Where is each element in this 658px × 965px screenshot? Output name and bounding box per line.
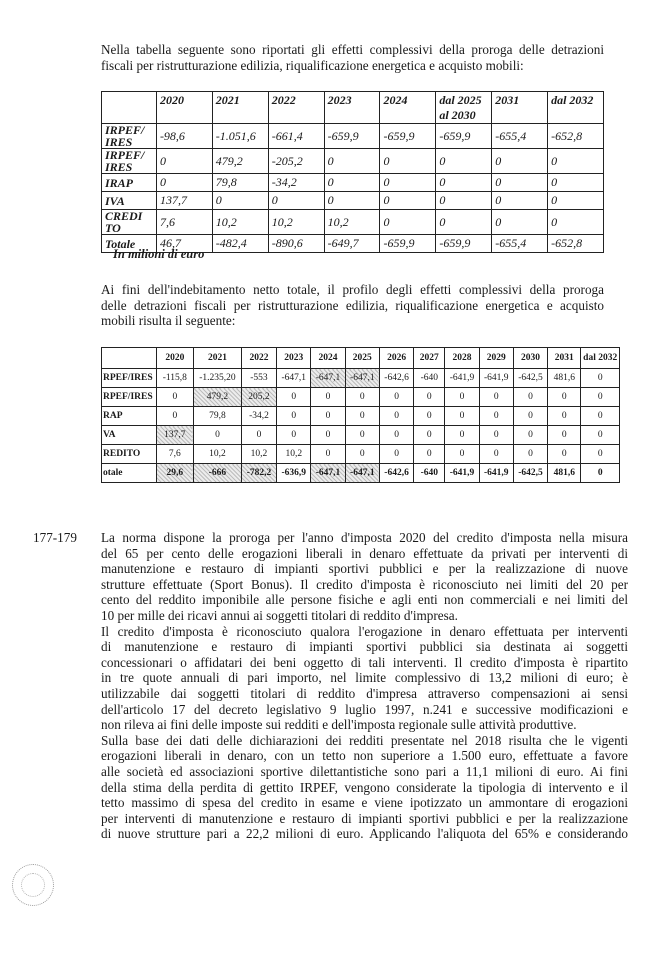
table-row [102, 369, 620, 388]
table-cell: -661,4 [268, 124, 324, 149]
table-cell: 0 [479, 388, 513, 407]
table-cell: -647,1 [345, 369, 379, 388]
table-cell: 7,6 [156, 445, 193, 464]
header-cell: 2030 [513, 348, 547, 369]
table-cell: 0 [445, 445, 479, 464]
row-label: otale [102, 464, 157, 483]
table-cell: 0 [380, 174, 436, 192]
table-cell: 0 [548, 407, 581, 426]
table-cell: 0 [324, 192, 380, 210]
table-cell: 0 [379, 426, 413, 445]
table-cell: 0 [311, 407, 345, 426]
table-cell: 0 [581, 388, 620, 407]
table-cell: 0 [548, 210, 604, 235]
header-cell: dal 2025 al 2030 [436, 92, 492, 124]
table-cell: 0 [513, 445, 547, 464]
text-line: fiscali per ristrutturazione edilizia, riqualificazione energetica e acquisto mobili: [101, 57, 524, 73]
table-cell: 0 [548, 149, 604, 174]
table-cell: 0 [345, 407, 379, 426]
table-cell: -890,6 [268, 235, 324, 253]
table-cell: 79,8 [194, 407, 242, 426]
row-label: VA [102, 426, 157, 445]
table-cell: 0 [445, 388, 479, 407]
text-line: Sulla base dei dati delle dichiarazioni dei redditi presentate nel 2018 risulta che le vigenti [101, 732, 628, 748]
table-cell: -636,9 [277, 464, 311, 483]
table-cell: 0 [379, 388, 413, 407]
text-line: Nella tabella seguente sono riportati gli effetti complessivi della proroga delle detrazioni [101, 42, 604, 57]
header-cell: 2021 [212, 92, 268, 124]
table-cell: 0 [581, 445, 620, 464]
table-cell: 46,7 [156, 235, 212, 253]
row-label: IVA [102, 192, 157, 210]
effects-table [101, 91, 604, 253]
table-cell: -115,8 [156, 369, 193, 388]
header-cell: 2023 [324, 92, 380, 124]
table-cell: 0 [156, 388, 193, 407]
table-cell: -659,9 [380, 235, 436, 253]
table-cell: 0 [414, 445, 445, 464]
table-cell: -649,7 [324, 235, 380, 253]
text-line: in tre quote annuali di pari importo, nel limite complessivo di 13,2 milioni di euro; è [101, 670, 628, 686]
table-cell: -98,6 [156, 124, 212, 149]
header-cell: dal 2032 [581, 348, 620, 369]
header-cell: 2022 [241, 348, 276, 369]
table-cell: 0 [380, 210, 436, 235]
text-line: strutture effettuate (Sport Bonus). Il credito d'imposta è riconosciuto nei limiti del 20 per [101, 576, 628, 592]
text-line: manutenzione e restauro di impianti sportivi pubblici e per la realizzazione di nuove [101, 561, 628, 577]
table-cell: 0 [513, 407, 547, 426]
table-cell: 0 [345, 426, 379, 445]
table-cell: -647,1 [277, 369, 311, 388]
table-cell: -34,2 [241, 407, 276, 426]
table-cell: 205,2 [241, 388, 276, 407]
table-cell: -655,4 [492, 124, 548, 149]
table-cell: 0 [277, 426, 311, 445]
table-cell: 0 [581, 464, 620, 483]
text-line: 10 per mille dei ricavi annui ai soggetti titolari di reddito d'impresa. [101, 607, 458, 623]
table-cell: 0 [581, 407, 620, 426]
table-cell: 0 [345, 445, 379, 464]
table-header-row [102, 348, 620, 369]
header-cell [102, 92, 157, 124]
table-cell: -642,5 [513, 369, 547, 388]
table-cell: 137,7 [156, 426, 193, 445]
text-line: delle detrazioni fiscali per ristrutturazione edilizia, riqualificazione energetica e acquisto [101, 297, 604, 313]
table-cell: -641,9 [445, 369, 479, 388]
table-cell: 481,6 [548, 464, 581, 483]
table-cell: -659,9 [436, 124, 492, 149]
table-cell: 0 [548, 426, 581, 445]
table-cell: -34,2 [268, 174, 324, 192]
intro-paragraph-2 [101, 282, 604, 329]
text-line: di nuove strutture pari a 22,2 milioni di euro. Applicando l'aliquota del 65% e considerando [101, 826, 628, 842]
table-cell: 0 [277, 388, 311, 407]
table-cell: 0 [311, 388, 345, 407]
table-cell: 0 [436, 174, 492, 192]
text-line: non rileva ai fini delle imposte sui redditi e dell'imposta regionale sulle attività produttive. [101, 717, 577, 733]
table-cell: 0 [436, 192, 492, 210]
header-cell: 2023 [277, 348, 311, 369]
table-cell: 0 [492, 174, 548, 192]
table-cell: 0 [414, 407, 445, 426]
table-cell: 10,2 [277, 445, 311, 464]
table-cell: -205,2 [268, 149, 324, 174]
header-cell: 2028 [445, 348, 479, 369]
text-line: tetto massimo di spesa del credito in esame e viene ipotizzato un ammontare di erogazioni [101, 795, 628, 811]
table-cell: -659,9 [324, 124, 380, 149]
net-borrowing-table [101, 347, 620, 483]
text-line: cento del reddito imponibile alle persone fisiche e agli enti non commerciali e nei limiti del [101, 592, 628, 608]
header-cell [102, 348, 157, 369]
table-cell: 0 [581, 369, 620, 388]
table-cell: 0 [277, 407, 311, 426]
table-cell: 0 [548, 192, 604, 210]
table-cell: 0 [379, 407, 413, 426]
text-line: del 65 per cento delle erogazioni liberali in denaro effettuate da privati per interventi di [101, 545, 628, 561]
row-label: IRPEF/ IRES [102, 124, 157, 149]
header-cell: 2020 [156, 348, 193, 369]
header-cell: 2026 [379, 348, 413, 369]
table-cell: 0 [414, 426, 445, 445]
body-text [101, 530, 628, 842]
header-cell: 2031 [548, 348, 581, 369]
table-cell: -482,4 [212, 235, 268, 253]
text-line: Il credito d'imposta è riconosciuto qualora l'erogazione in denaro effettuata per interventi [101, 623, 628, 639]
text-line: della stima della perdita di gettito IRPEF, vengono considerate la tipologia di intervento e il [101, 779, 628, 795]
header-cell: 2020 [156, 92, 212, 124]
table-cell: 0 [581, 426, 620, 445]
header-cell: 2022 [268, 92, 324, 124]
table-cell: 29,6 [156, 464, 193, 483]
table-cell: 0 [436, 210, 492, 235]
table-cell: 0 [311, 445, 345, 464]
table-cell: -642,6 [379, 369, 413, 388]
table-cell: 0 [548, 388, 581, 407]
table-cell: 10,2 [194, 445, 242, 464]
text-line: Ai fini dell'indebitamento netto totale, il profilo degli effetti complessivi della proroga [101, 282, 604, 297]
table-row [102, 210, 604, 235]
header-cell: 2024 [380, 92, 436, 124]
table-cell: -647,1 [311, 369, 345, 388]
table-cell: 0 [548, 174, 604, 192]
table-cell: -1.051,6 [212, 124, 268, 149]
table-cell: 0 [548, 445, 581, 464]
table-row [102, 445, 620, 464]
table-cell: 10,2 [324, 210, 380, 235]
table-row [102, 388, 620, 407]
table-cell: 10,2 [241, 445, 276, 464]
table-row [102, 426, 620, 445]
table-cell: -642,6 [379, 464, 413, 483]
table-cell: -640 [414, 464, 445, 483]
table-row [102, 192, 604, 210]
header-cell: 2027 [414, 348, 445, 369]
table-cell: 0 [436, 149, 492, 174]
text-line: utilizzabile dai soggetti titolari di reddito d'impresa attraverso compensazioni ai sensi [101, 685, 628, 701]
table-row [102, 124, 604, 149]
table-cell: -641,9 [479, 464, 513, 483]
header-cell: 2025 [345, 348, 379, 369]
table-row [102, 407, 620, 426]
table-header-row [102, 92, 604, 124]
table-cell: 479,2 [194, 388, 242, 407]
seal-stamp-icon [12, 864, 54, 906]
table-cell: 0 [156, 149, 212, 174]
table-cell: 0 [268, 192, 324, 210]
table-cell: -655,4 [492, 235, 548, 253]
table-row [102, 174, 604, 192]
text-line: per interventi di manutenzione e restauro di impianti sportivi pubblici e per la realizzazione [101, 810, 628, 826]
table-cell: -652,8 [548, 235, 604, 253]
table-cell: -652,8 [548, 124, 604, 149]
row-label: Totale [102, 235, 157, 253]
table-cell: -641,9 [445, 464, 479, 483]
text-line: erogazioni liberali in denaro, con un tetto non superiore a 1.500 euro, effettuate a favore [101, 748, 628, 764]
row-label: REDITO [102, 445, 157, 464]
units-caption: In milioni di euro [113, 247, 205, 261]
table-cell: 0 [479, 445, 513, 464]
table-cell: 481,6 [548, 369, 581, 388]
table-cell: 479,2 [212, 149, 268, 174]
table-cell: -1.235,20 [194, 369, 242, 388]
table-cell: 0 [380, 192, 436, 210]
table-cell: 0 [445, 407, 479, 426]
row-label: IRPEF/ IRES [102, 149, 157, 174]
table-cell: 0 [445, 426, 479, 445]
table-cell: -666 [194, 464, 242, 483]
intro-paragraph-1 [101, 42, 604, 73]
row-label: CREDI TO [102, 210, 157, 235]
table-cell: -642,5 [513, 464, 547, 483]
table-cell: 0 [380, 149, 436, 174]
table-cell: 10,2 [212, 210, 268, 235]
table-cell: -641,9 [479, 369, 513, 388]
table-cell: 0 [479, 426, 513, 445]
text-line: di manutenzione e restauro di impianti sportivi pubblici sia destinata ai soggetti [101, 639, 628, 655]
table-cell: -659,9 [380, 124, 436, 149]
header-cell: 2029 [479, 348, 513, 369]
table-cell: 0 [194, 426, 242, 445]
table-row [102, 149, 604, 174]
row-label: RAP [102, 407, 157, 426]
table-cell: 10,2 [268, 210, 324, 235]
table-cell: 0 [513, 426, 547, 445]
table-cell: -782,2 [241, 464, 276, 483]
text-line: mobili risulta il seguente: [101, 313, 236, 329]
table-cell: 0 [379, 445, 413, 464]
table-cell: 0 [156, 174, 212, 192]
table-cell: 0 [156, 407, 193, 426]
text-line: La norma dispone la proroga per l'anno d'imposta 2020 del credito d'imposta nella misura [101, 530, 628, 545]
table-cell: -553 [241, 369, 276, 388]
table-cell: 79,8 [212, 174, 268, 192]
table-cell: -647,1 [311, 464, 345, 483]
table-cell: 0 [241, 426, 276, 445]
table-cell: 0 [414, 388, 445, 407]
header-cell: 2021 [194, 348, 242, 369]
row-label: RPEF/IRES [102, 388, 157, 407]
table-cell: 0 [492, 192, 548, 210]
row-label: IRAP [102, 174, 157, 192]
table-cell: 0 [492, 210, 548, 235]
table-cell: 0 [311, 426, 345, 445]
table-cell: 0 [513, 388, 547, 407]
table-cell: -647,1 [345, 464, 379, 483]
table-cell: 0 [324, 149, 380, 174]
table-cell: 0 [324, 174, 380, 192]
table-cell: -659,9 [436, 235, 492, 253]
section-number: 177-179 [33, 530, 77, 545]
header-cell: 2031 [492, 92, 548, 124]
text-line: concessionari o affidatari dei beni oggetto di tali interventi. Il credito d'imposta è ripartito [101, 654, 628, 670]
table-cell: 7,6 [156, 210, 212, 235]
text-line: dell'articolo 17 del decreto legislativo 9 luglio 1997, n.241 e successive modificazioni e [101, 701, 628, 717]
header-cell: dal 2032 [548, 92, 604, 124]
table-total-row [102, 464, 620, 483]
table-cell: 0 [479, 407, 513, 426]
table-cell: 0 [492, 149, 548, 174]
table-cell: 0 [345, 388, 379, 407]
table-cell: 137,7 [156, 192, 212, 210]
header-cell: 2024 [311, 348, 345, 369]
row-label: RPEF/IRES [102, 369, 157, 388]
text-line: alle società ed associazioni sportive dilettantistiche sono pari a 11,1 milioni di euro. Ai fini [101, 763, 628, 779]
table-cell: 0 [212, 192, 268, 210]
table-cell: -640 [414, 369, 445, 388]
